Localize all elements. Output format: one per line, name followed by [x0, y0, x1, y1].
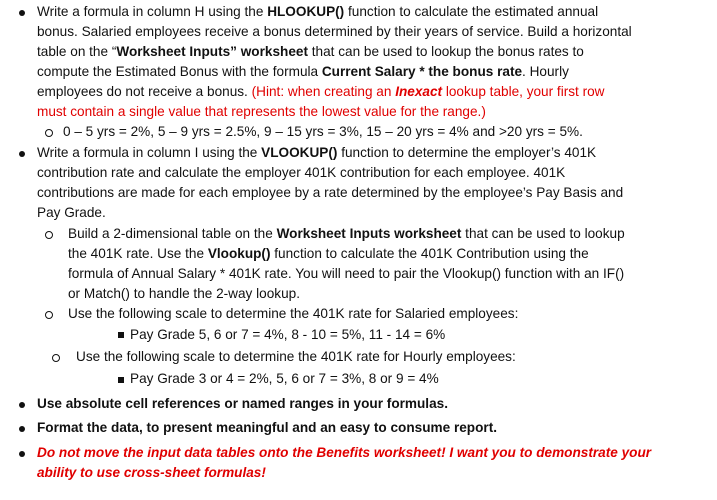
vlookup-line-3: contributions are made for each employee by a rate determined by the employee’s Pay Basis and — [37, 185, 624, 200]
table-instruction-line-1: Build a 2-dimensional table on the Worksheet Inputs worksheet that can be used to lookup — [68, 226, 625, 241]
sub-bullet-table-icon — [45, 231, 53, 239]
hlookup-line-4: compute the Estimated Bonus with the formula Current Salary * the bonus rate. Hourly — [37, 64, 569, 79]
sub-bullet-salaried-icon — [45, 311, 53, 319]
hlookup-line-1: Write a formula in column H using the HLOOKUP() function to calculate the estimated annual — [37, 4, 599, 19]
table-instruction-line-4: or Match() to handle the 2-way lookup. — [68, 286, 300, 301]
bullet-warning-icon — [19, 451, 25, 457]
bullet-vlookup-icon — [19, 151, 25, 157]
hlookup-line-3: table on the “Worksheet Inputs” worksheet that can be used to lookup the bonus rates to — [37, 44, 584, 59]
hlookup-line-2: bonus. Salaried employees receive a bonus determined by their years of service. Build a horizontal — [37, 24, 632, 39]
salaried-scale-heading: Use the following scale to determine the 401K rate for Salaried employees: — [68, 306, 519, 321]
bullet-format-icon — [19, 426, 25, 432]
table-instruction-line-3: formula of Annual Salary * 401K rate. You will need to pair the Vlookup() function with an IF() — [68, 266, 625, 281]
warning-line-2: ability to use cross-sheet formulas! — [37, 465, 266, 480]
square-bullet-salaried-icon — [118, 332, 124, 338]
hourly-scale-heading: Use the following scale to determine the 401K rate for Hourly employees: — [76, 349, 516, 364]
format-data-text: Format the data, to present meaningful and an easy to consume report. — [37, 420, 498, 435]
hlookup-line-5: employees do not receive a bonus. (Hint: when creating an Inexact lookup table, your first row — [37, 84, 605, 99]
hlookup-hint-line: must contain a single value that represents the lowest value for the range.) — [37, 104, 486, 119]
salaried-scale-values: Pay Grade 5, 6 or 7 = 4%, 8 - 10 = 5%, 11 - 14 = 6% — [130, 327, 446, 342]
sub-bullet-hourly-icon — [52, 354, 60, 362]
vlookup-line-1: Write a formula in column I using the VLOOKUP() function to determine the employer’s 401K — [37, 145, 597, 160]
absolute-references-text: Use absolute cell references or named ranges in your formulas. — [37, 396, 448, 411]
square-bullet-hourly-icon — [118, 377, 124, 383]
table-instruction-line-2: the 401K rate. Use the Vlookup() function to calculate the 401K Contribution using the — [68, 246, 589, 261]
hourly-scale-values: Pay Grade 3 or 4 = 2%, 5, 6 or 7 = 3%, 8 or 9 = 4% — [130, 371, 439, 386]
bullet-hlookup-icon — [19, 10, 25, 16]
vlookup-line-2: contribution rate and calculate the employer 401K contribution for each employee. 401K — [37, 165, 566, 180]
warning-line-1: Do not move the input data tables onto the Benefits worksheet! I want you to demonstrate your — [37, 445, 652, 460]
sub-bullet-bonus-scale-icon — [45, 129, 53, 137]
bullet-absolute-icon — [19, 402, 25, 408]
vlookup-line-4: Pay Grade. — [37, 205, 106, 220]
bonus-scale-text: 0 – 5 yrs = 2%, 5 – 9 yrs = 2.5%, 9 – 15 yrs = 3%, 15 – 20 yrs = 4% and >20 yrs = 5%. — [63, 124, 583, 139]
